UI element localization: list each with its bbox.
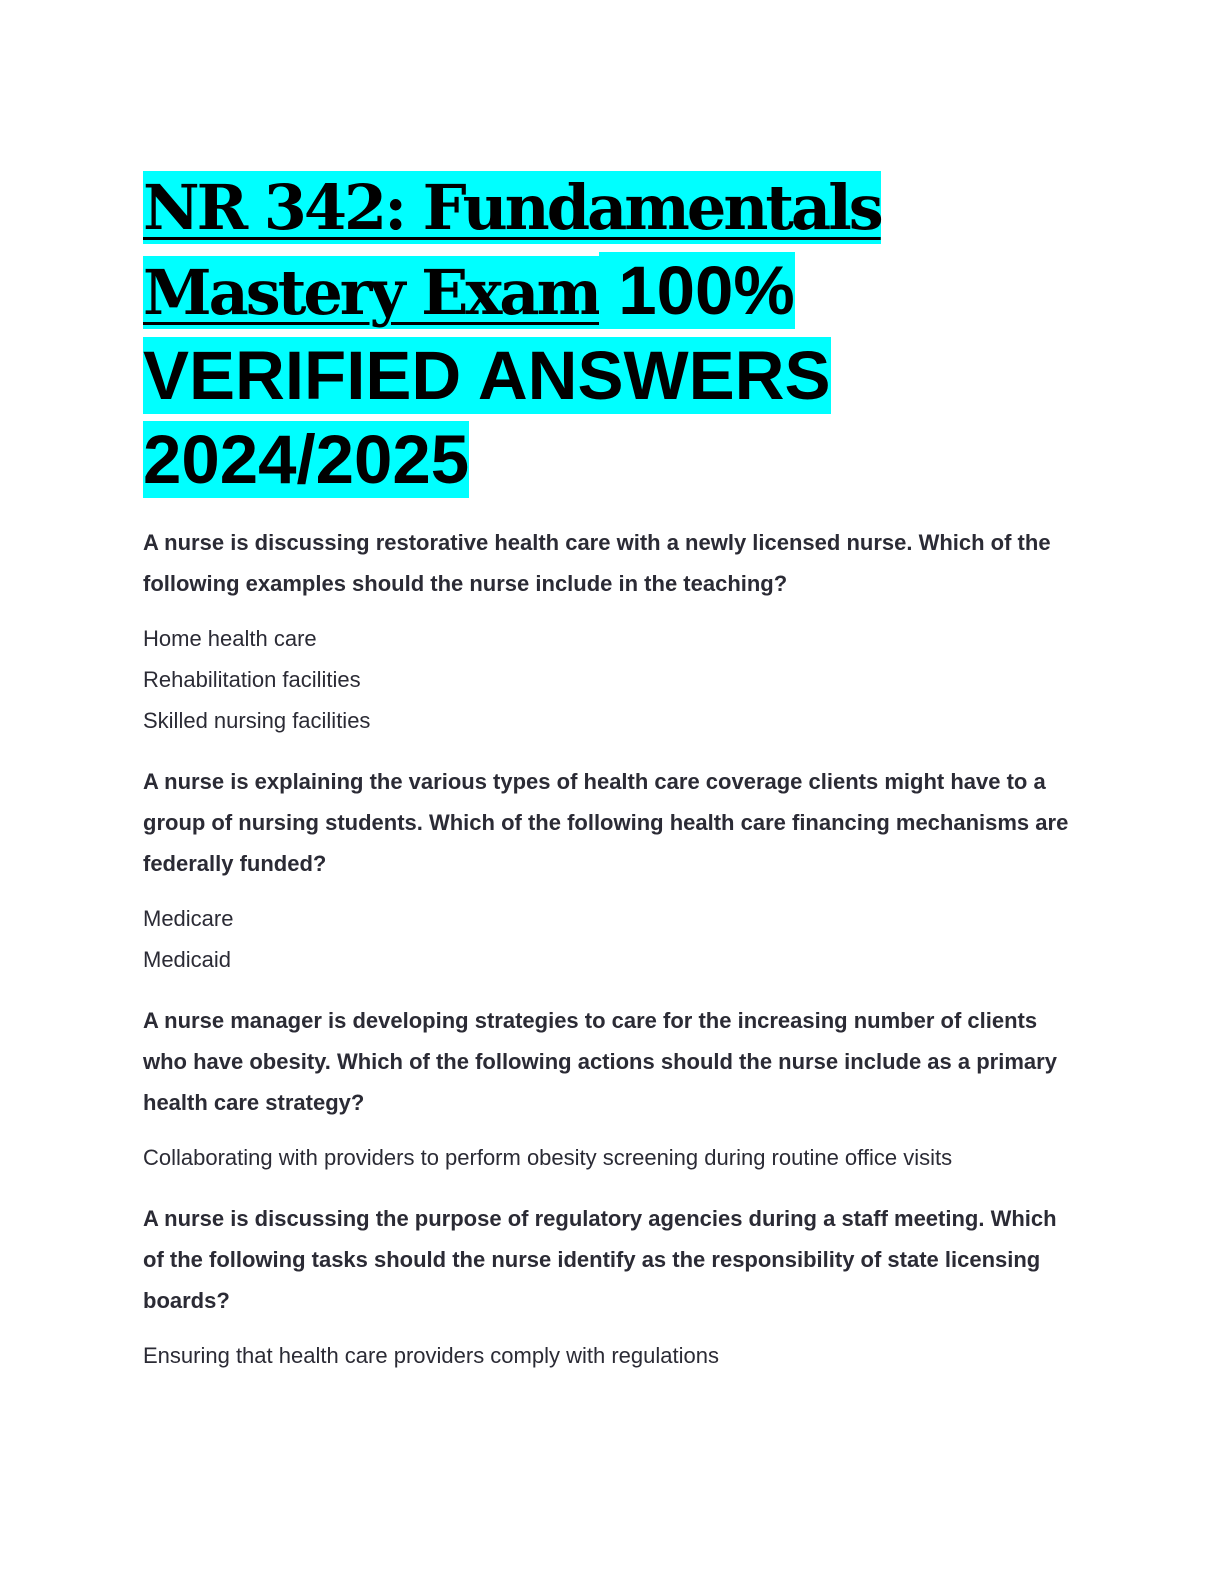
- answer-item: Collaborating with providers to perform obesity screening during routine office visits: [143, 1145, 953, 1170]
- answer-list: [143, 1137, 1083, 1178]
- title-percent: 100%: [618, 252, 795, 329]
- answer-list: [143, 1335, 1083, 1376]
- answer-list: [143, 618, 1083, 741]
- answer-item: Home health care: [143, 626, 317, 651]
- title-verified-line: VERIFIED ANSWERS: [143, 337, 831, 414]
- answer-item: Medicare: [143, 906, 234, 931]
- question-text: A nurse is explaining the various types of health care coverage clients might have to a group of nursing students. Which of the following health care financing mechanisms are federally funded?: [143, 769, 1069, 876]
- title-course-line-2: Mastery Exam: [143, 256, 600, 329]
- question-text: A nurse is discussing restorative health care with a newly licensed nurse. Which of the following examples should the nurse include in the teaching?: [143, 530, 1051, 596]
- question-text: A nurse is discussing the purpose of regulatory agencies during a staff meeting. Which of the following tasks should the nurse identify as the responsibility of state licensing boards?: [143, 1206, 1057, 1313]
- answer-item: Medicaid: [143, 947, 232, 972]
- answer-list: [143, 898, 1083, 980]
- answer-item: Rehabilitation facilities: [143, 667, 361, 692]
- title-year-line: 2024/2025: [143, 421, 470, 498]
- document-title: [143, 165, 1083, 502]
- document-page: [143, 165, 1083, 1376]
- question-block-2: [143, 761, 1083, 980]
- answer-item: Ensuring that health care providers comply with regulations: [143, 1343, 719, 1368]
- question-block-3: [143, 1000, 1083, 1178]
- question-text: A nurse manager is developing strategies to care for the increasing number of clients who have obesity. Which of the following actions should the nurse include as a primary health care strategy?: [143, 1008, 1057, 1115]
- question-block-1: [143, 522, 1083, 741]
- answer-item: Skilled nursing facilities: [143, 708, 371, 733]
- question-block-4: [143, 1198, 1083, 1376]
- title-course-line-1: NR 342: Fundamentals: [143, 171, 881, 244]
